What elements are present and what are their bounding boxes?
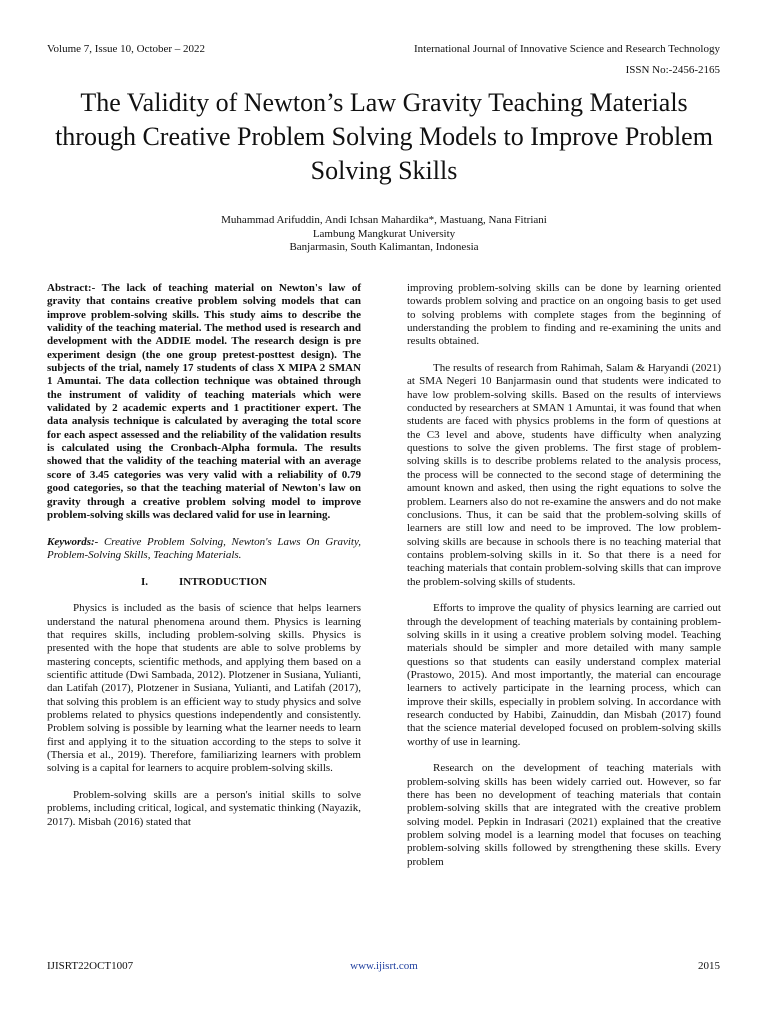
page-number: 2015 (698, 960, 720, 972)
abstract: Abstract:- The lack of teaching material on Newton's law of gravity that contains creative problem solving models that can improve problem-solving skills. This study aims to describe the validity of the teaching material. The method used is research and development with the ADDIE model. The research design is pre experiment design (the one group pretest-posttest design). The subjects of the trial, namely 17 students of class X MIPA 2 SMAN 1 Amuntai. The data collection technique was obtained through the instrument of validity of teaching materials which were validated by 2 academic experts and 1 practitioner expert. The data analysis technique is calculated by averaging the total score for each aspect assessed and the reliability of the validation results is calculated using the Cronbach-Alpha formula. The results showed that the validity of the teaching material with an average score of 3.45 categories was very valid with a reliability of 0.79 good categories, so that the teaching material of Newton's law on gravity through a creative problem solving model to improve problem-solving skills was declared valid for use in learning. (47, 282, 361, 521)
paragraph: Problem-solving skills are a person's initial skills to solve problems, including critical, logical, and systematic thinking (Nayazik, 2017). Misbah (2016) stated that (47, 789, 361, 828)
paragraph: improving problem-solving skills can be done by learning oriented towards problem solving and practice on an ongoing basis to get used to solving problems with complete stages from the beginning of understanding the problem to finding and re-examining the units and results obtained. (407, 282, 721, 348)
author-location: Banjarmasin, South Kalimantan, Indonesia (289, 241, 479, 253)
keywords (47, 536, 361, 563)
author-names: Muhammad Arifuddin, Andi Ichsan Mahardika*, Mastuang, Nana Fitriani (221, 214, 547, 226)
keywords-text: Creative Problem Solving, Newton's Laws On Gravity, Problem-Solving Skills, Teaching Materials. (47, 535, 362, 561)
author-university: Lambung Mangkurat University (312, 227, 456, 240)
paper-title: The Validity of Newton’s Law Gravity Teaching Materials through Creative Problem Solving Models to Improve Problem Solving Skills (55, 88, 713, 185)
keywords-label: Keywords:- (47, 535, 99, 548)
section-heading (47, 576, 361, 589)
section-title: INTRODUCTION (178, 575, 267, 588)
paragraph: Physics is included as the basis of science that helps learners understand the natural phenomena around them. Physics is learning that requires skills, including problem-solving skills. Physics is presented with the hope that students are able to solve problems by mastering concepts, scientific methods, and applying them based on a scientific attitude (Dwi Sambada, 2012). Plotzener in Susiana, Yulianti, dan Latifah (2017), Plotzener in Susiana, Yulianti, and Latifah (2017), that solving this problem is an efficient way to study physics and solve problems related to physics questions independently and consistently. Problem solving is possible by learning what the learner needs to learn first and applying it to the situation according to the steps to solve it (Thersia et al., 2019). Therefore, familiarizing learners with problem solving is a capital for learners to acquire problem-solving skills. (47, 602, 361, 775)
section-number: I. (140, 575, 149, 588)
author-block (40, 214, 728, 255)
issn: ISSN No:-2456-2165 (625, 64, 720, 76)
journal-volume: Volume 7, Issue 10, October – 2022 (47, 43, 206, 55)
footer-website-link[interactable]: www.ijisrt.com (350, 960, 418, 972)
journal-name: International Journal of Innovative Science and Research Technology (413, 43, 720, 55)
paragraph: The results of research from Rahimah, Salam & Haryandi (2021) at SMA Negeri 10 Banjarmasin ound that students were indicated to have low problem-solving skills. Based on the results of interviews conducted by researchers at SMAN 1 Amuntai, it was found that when students are faced with physics problems in the form of questions at the C3 level and above, students have difficulty when analyzing questions to solve the given problems. The first stage of problem-solving skills is to describe problems related to the analysis process, the process will be connected to the second stage of determining the amount known and asked, then using the right equations to solve the problem. Learners also do not re-examine the answers and do not make conclusions. Thus, it can be said that the problem-solving skills of learners are still low and need to be improved. The low problem-solving skills are because in schools there is no teaching material that contains problem-solving skills in it. So that there is a need for teaching materials that contain problem-solving skills that can improve the problem-solving skills of students. (407, 362, 722, 588)
right-column (407, 282, 721, 882)
footer-code: IJISRT22OCT1007 (47, 960, 134, 972)
left-column (47, 282, 361, 842)
paragraph: Efforts to improve the quality of physics learning are carried out through the development of teaching materials by containing problem-solving skills in it using a creative problem solving model. Teaching materials should be simpler and more detailed with many sample questions so that students can easily understand complex material (Prastowo, 2015). And most importantly, the material can encourage learners to actively participate in the learning process, which can improve their skills, especially in problem solving. In accordance with research conducted by Habibi, Zainuddin, dan Misbah (2017) found that the science material developed focused on problem-solving skills worthy of use in learning. (407, 602, 721, 748)
paragraph: Research on the development of teaching materials with problem-solving skills has been widely carried out. However, so far there has been no development of teaching materials that contain problem-solving skills that are integrated with the creative problem solving model. Pepkin in Indrasari (2021) explained that the creative problem solving model is a learning model that focuses on teaching problem-solving skills followed by strengthening these skills. Every problem (407, 762, 721, 868)
